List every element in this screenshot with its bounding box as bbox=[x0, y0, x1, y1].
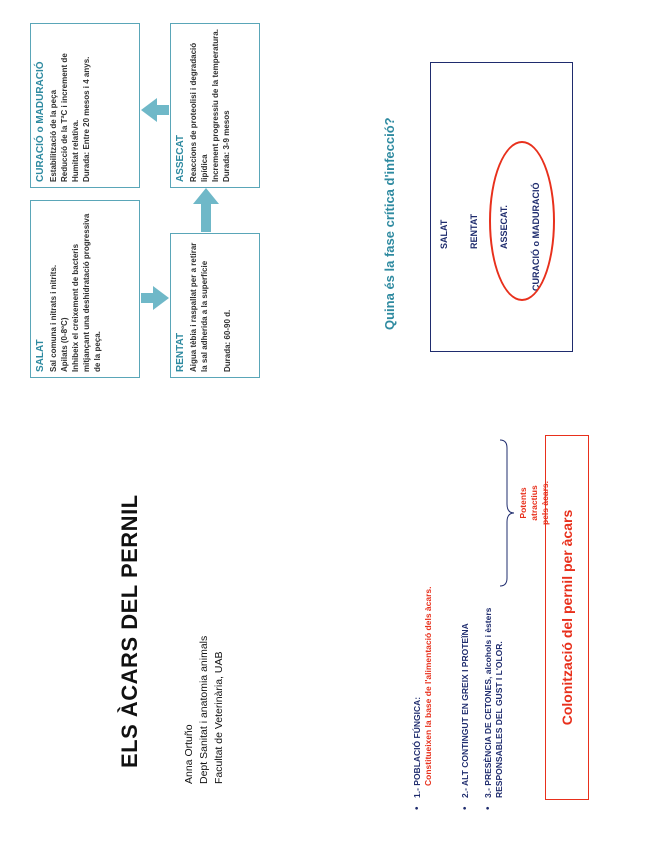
item-text: 2.- ALT CONTINGUT EN GREIX I PROTEÏNA bbox=[460, 623, 470, 798]
item-text: 1.- POBLACIÓ FÚNGICA: bbox=[412, 696, 422, 798]
assecat-line: Reaccions de proteolisi i degradació lipídica bbox=[189, 42, 209, 182]
curacio-line: Estabilització de la peça bbox=[49, 89, 58, 182]
colonization-title-box bbox=[545, 435, 589, 800]
arrow-up-icon bbox=[141, 98, 169, 122]
faculty: Facultat de Veterinària, UAB bbox=[213, 651, 225, 784]
phase-assecat: ASSECAT. bbox=[499, 205, 509, 249]
rentat-duration: Durada: 60-90 d. bbox=[223, 309, 232, 372]
list-item bbox=[412, 530, 434, 810]
rentat-line: Aigua tèbia i raspallat per a retirar la sal adherida a la superfície bbox=[189, 242, 209, 372]
highlight-ellipse bbox=[489, 141, 555, 301]
bullet: • bbox=[483, 806, 494, 810]
bullet: • bbox=[460, 806, 471, 810]
list-item bbox=[460, 530, 471, 810]
assecat-box bbox=[170, 23, 260, 188]
brace-note-line: atractius bbox=[529, 485, 539, 521]
curacio-title: CURACIÓ o MADURACIÓ bbox=[35, 61, 46, 182]
brace-icon bbox=[498, 438, 516, 588]
process-slide bbox=[25, 20, 270, 400]
arrow-right-icon bbox=[193, 188, 219, 232]
assecat-line: Increment progressiu de la temperatura. bbox=[211, 29, 220, 182]
salat-line: Sal comuna i nitrats i nitrits. bbox=[49, 264, 58, 372]
curacio-line: Reducció de la TªC i increment de Humitat relativa. bbox=[60, 53, 80, 182]
title-slide bbox=[55, 400, 285, 800]
curacio-box bbox=[30, 23, 140, 188]
salat-line: Inhibeix el creixement de bacteris mitjançant una deshidratació progressiva de la peça. bbox=[71, 213, 102, 372]
arrow-down-icon bbox=[141, 286, 169, 310]
item-sub: Constitueixen la base de l'alimentació dels àcars. bbox=[423, 586, 433, 786]
phases-box bbox=[430, 62, 573, 352]
phase-salat: SALAT bbox=[439, 219, 449, 249]
brace-note-line: Potents bbox=[518, 487, 528, 519]
brace-note-line: pels àcars. bbox=[540, 481, 550, 525]
department: Dept Sanitat i anatomia animals bbox=[198, 635, 210, 784]
item-text: 3.- PRESÈNCIA DE CETONES, alcohols i èsters RESPONSABLES DEL GUST I L'OLOR. bbox=[483, 607, 504, 798]
salat-title: SALAT bbox=[35, 339, 46, 372]
colonization-title: Colonització del pernil per àcars bbox=[559, 509, 575, 726]
colonization-slide bbox=[400, 423, 610, 818]
author-name: Anna Ortuño bbox=[183, 724, 195, 784]
salat-line: Apilats (0-8ºC) bbox=[60, 317, 69, 372]
assecat-duration: Durada: 3-9 mesos bbox=[222, 110, 231, 182]
rentat-box bbox=[170, 233, 260, 378]
bullet: • bbox=[412, 806, 423, 810]
assecat-title: ASSECAT bbox=[175, 134, 186, 182]
salat-box bbox=[30, 200, 140, 378]
question-slide bbox=[370, 20, 610, 390]
phase-rentat: RENTAT bbox=[469, 213, 479, 249]
slide-title: ELS ÀCARS DEL PERNIL bbox=[117, 494, 142, 768]
curacio-duration: Durada: Entre 20 mesos i 4 anys. bbox=[82, 56, 91, 182]
question-text: Quina és la fase crítica d'infecció? bbox=[382, 117, 397, 330]
rentat-title: RENTAT bbox=[175, 332, 186, 372]
phase-curacio: CURACIÓ o MADURACIÓ bbox=[531, 182, 541, 291]
